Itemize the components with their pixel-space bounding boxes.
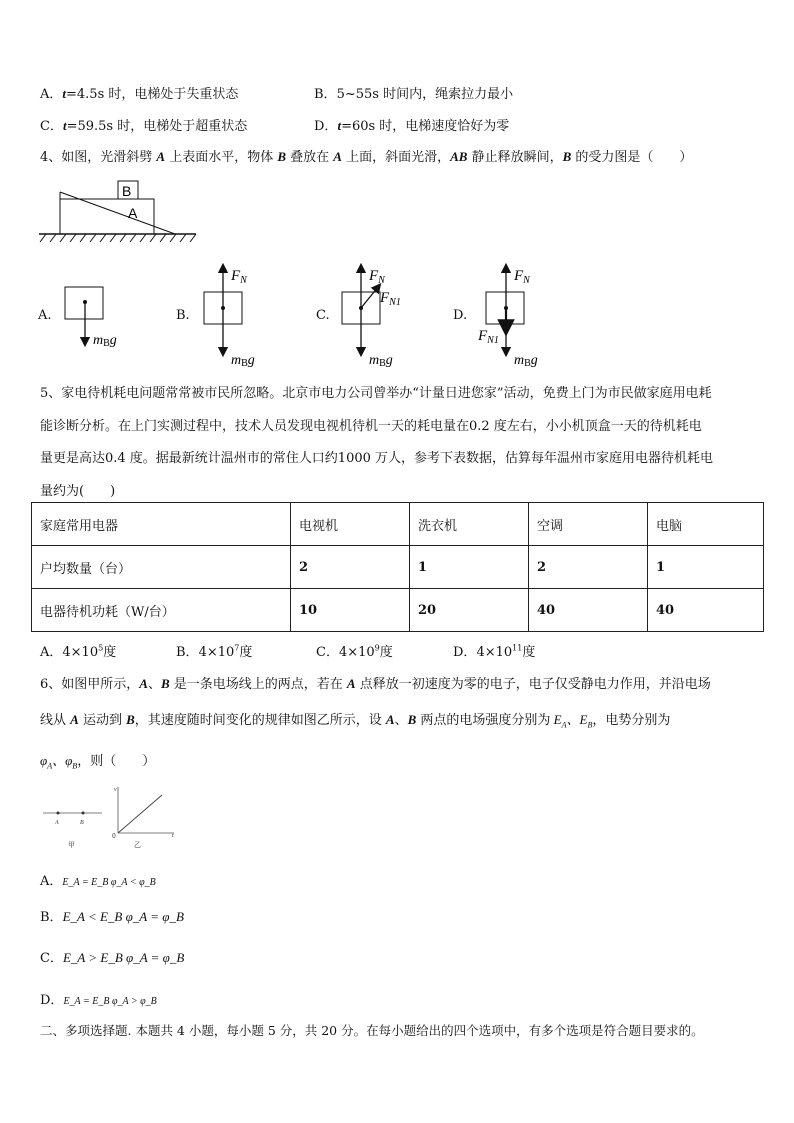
section-2-heading: 二、多项选择题. 本题共 4 小题，每小题 5 分，共 20 分。在每小题给出的四个选项中，有多个选项是符合题目要求的。	[40, 1023, 704, 1038]
table-cell: 户均数量（台）	[32, 546, 291, 589]
q4-force-diagram-b	[198, 260, 288, 368]
table-cell: 电器待机功耗（W/台）	[32, 589, 291, 632]
q6-para-1: 6、如图甲所示，A、B 是一条电场线上的两点，若在 A 点释放一初速度为零的电子，电子仅受静电力作用，并沿电场	[40, 676, 711, 692]
table-cell: 洗衣机	[410, 503, 529, 546]
table-cell: 20	[410, 589, 529, 632]
q5-option-c: C．$4\times 10^9$度	[316, 643, 393, 660]
q4-force-diagram-d	[476, 260, 576, 368]
q5-option-a: A．$4\times 10^5$度	[40, 643, 117, 660]
q4-choice-d: D.	[453, 308, 468, 323]
table-cell: 2	[529, 546, 648, 589]
table-cell: 10	[291, 589, 410, 632]
table-cell: 40	[648, 589, 764, 632]
table-cell: 电视机	[291, 503, 410, 546]
q5-option-b: B．$4\times 10^7$度	[176, 643, 253, 660]
svg-text:0: 0	[112, 833, 116, 840]
svg-text:v: v	[114, 787, 117, 793]
table-row	[32, 546, 764, 589]
q5-data-table	[31, 502, 764, 632]
svg-text:B: B	[80, 820, 84, 826]
q4-force-diagram-a	[60, 282, 140, 352]
q5-para-3: 量更是高达0.4 度。据最新统计温州市的常住人口约1000 万人，参考下表数据，估算每年温州市家庭用电器待机耗电	[40, 451, 714, 466]
svg-text:mBg: mBg	[231, 353, 255, 368]
svg-text:甲: 甲	[68, 841, 75, 849]
svg-text:A: A	[55, 820, 59, 826]
svg-text:t: t	[172, 833, 174, 839]
svg-text:FN: $F_N$	[369, 268, 385, 286]
svg-text:mBg: mBg	[369, 353, 393, 368]
phi-symbols: $\varphi_A$、$\varphi_B$	[40, 753, 78, 771]
q6-para-2: 线从 A 运动到 B，其速度随时间变化的规律如图乙所示，设 A、B 两点的电场强度分别为 $E_A$、$E_B$，电势分别为	[40, 712, 671, 730]
q5-para-1: 5、家电待机耗电问题常常被市民所忽略。北京市电力公司曾举办“计量日进您家”活动，免费上门为市民做家庭用电耗	[40, 386, 712, 401]
svg-text:FN1: $F_{N1}$	[380, 290, 401, 308]
table-cell: 家庭常用电器	[32, 503, 291, 546]
q6-option-c: C．E_A > E_B φ_A = φ_B	[40, 950, 185, 966]
table-header-row	[32, 503, 764, 546]
svg-text:mBg: mBg	[514, 353, 538, 368]
q4-choice-a: A.	[38, 308, 52, 323]
q6-option-b: B．E_A < E_B φ_A = φ_B	[40, 909, 184, 925]
q3-option-b: B．5~55s 时间内，绳索拉力最小	[314, 87, 514, 102]
q5-para-4: 量约为( )	[40, 484, 116, 499]
q6-option-d: D．E_A = E_B φ_A > φ_B	[40, 993, 157, 1008]
svg-text:乙: 乙	[134, 841, 141, 849]
q3-option-a: A．t=4.5s 时，电梯处于失重状态	[40, 86, 239, 102]
q6-option-a: A．E_A = E_B φ_A < φ_B	[40, 874, 156, 889]
q4-incline-figure	[36, 178, 201, 244]
table-cell: 空调	[529, 503, 648, 546]
table-cell: 40	[529, 589, 648, 632]
q4-stem: 4、如图，光滑斜劈 A 上表面水平，物体 B 叠放在 A 上面，斜面光滑，AB 静止释放瞬间，B 的受力图是（ ）	[40, 149, 693, 165]
table-cell: 1	[410, 546, 529, 589]
svg-text:FN: $F_N$	[514, 268, 530, 286]
table-cell: 2	[291, 546, 410, 589]
q6-para-3: $\varphi_A$、$\varphi_B$，则（ ）	[40, 753, 156, 771]
q6-figure	[40, 783, 180, 851]
ea-eb-symbols: $E_A$、$E_B$	[550, 712, 593, 730]
q5-option-d: D．$4\times 10^{11}$度	[453, 643, 536, 660]
table-cell: 电脑	[648, 503, 764, 546]
table-cell: 1	[648, 546, 764, 589]
table-row	[32, 589, 764, 632]
q4-choice-b: B.	[176, 308, 190, 323]
q3-option-c: C．t=59.5s 时，电梯处于超重状态	[40, 118, 248, 134]
q4-force-diagram-c	[336, 260, 426, 368]
q5-para-2: 能诊断分析。在上门实测过程中，技术人员发现电视机待机一天的耗电量在0.2 度左右，小小机顶盒一天的待机耗电	[40, 419, 702, 434]
svg-text:mBg: mBg	[93, 333, 117, 349]
q3-option-d: D．t=60s 时，电梯速度恰好为零	[314, 118, 510, 134]
svg-text:FN: $F_N$	[231, 268, 247, 286]
svg-text:FN1: $F_{N1}$	[478, 328, 499, 346]
fig-label-b: B	[122, 183, 132, 199]
q4-choice-c: C.	[316, 308, 330, 323]
fig-label-a: A	[128, 205, 138, 221]
